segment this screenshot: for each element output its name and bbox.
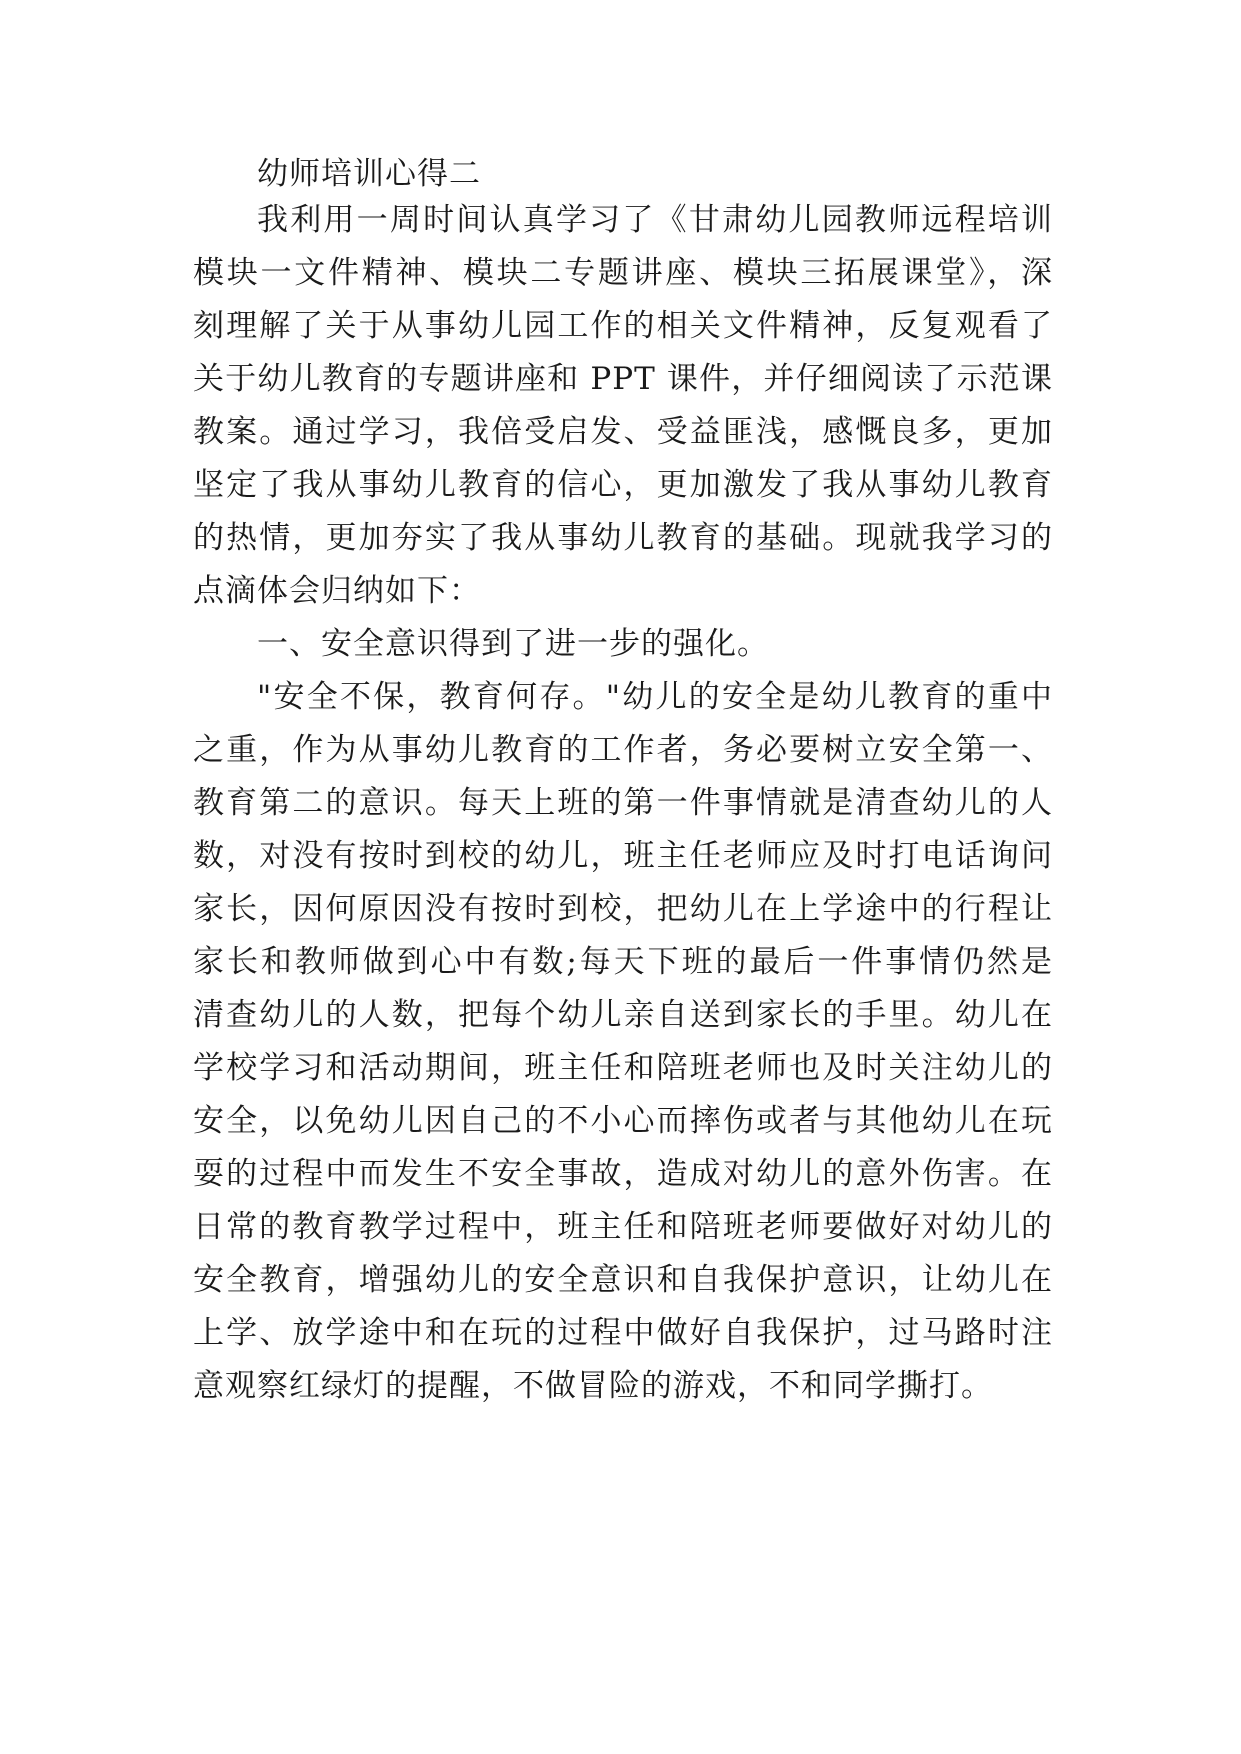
paragraph-2-line: 意观察红绿灯的提醒，不做冒险的游戏，不和同学撕打。 [193,1368,993,1404]
paragraph-2-line: 耍的过程中而发生不安全事故，造成对幼儿的意外伤害。在 [193,1156,1053,1192]
section-heading: 一、安全意识得到了进一步的强化。 [257,626,769,662]
paragraph-1-line: 关于幼儿教育的专题讲座和 PPT 课件，并仔细阅读了示范课 [193,361,1053,397]
paragraph-2-line: 日常的教育教学过程中，班主任和陪班老师要做好对幼儿的 [193,1209,1053,1245]
paragraph-2-line: 安全，以免幼儿因自己的不小心而摔伤或者与其他幼儿在玩 [193,1103,1053,1139]
paragraph-1-line: 模块一文件精神、模块二专题讲座、模块三拓展课堂》，深 [193,255,1053,291]
paragraph-1-line: 点滴体会归纳如下： [193,573,481,609]
paragraph-2-line: 教育第二的意识。每天上班的第一件事情就是清查幼儿的人 [193,785,1053,821]
paragraph-2-line: 安全教育，增强幼儿的安全意识和自我保护意识，让幼儿在 [193,1262,1053,1298]
paragraph-2-line: 上学、放学途中和在玩的过程中做好自我保护，过马路时注 [193,1315,1053,1351]
paragraph-2-line: 家长，因何原因没有按时到校，把幼儿在上学途中的行程让 [193,891,1053,927]
paragraph-2-line: 之重，作为从事幼儿教育的工作者，务必要树立安全第一、 [193,732,1053,768]
paragraph-1-line: 我利用一周时间认真学习了《甘肃幼儿园教师远程培训 [257,202,1053,238]
paragraph-1-line: 坚定了我从事幼儿教育的信心，更加激发了我从事幼儿教育 [193,467,1053,503]
paragraph-2-line: 学校学习和活动期间，班主任和陪班老师也及时关注幼儿的 [193,1050,1053,1086]
paragraph-1-line: 刻理解了关于从事幼儿园工作的相关文件精神，反复观看了 [193,308,1053,344]
paragraph-2-line: 家长和教师做到心中有数;每天下班的最后一件事情仍然是 [193,944,1053,980]
paragraph-1-line: 教案。通过学习，我倍受启发、受益匪浅，感慨良多，更加 [193,414,1053,450]
document-title: 幼师培训心得二 [257,156,481,192]
paragraph-1-line: 的热情，更加夯实了我从事幼儿教育的基础。现就我学习的 [193,520,1053,556]
paragraph-2-line: 数，对没有按时到校的幼儿，班主任老师应及时打电话询问 [193,838,1053,874]
paragraph-2-line: 清查幼儿的人数，把每个幼儿亲自送到家长的手里。幼儿在 [193,997,1053,1033]
paragraph-2-line: "安全不保，教育何存。"幼儿的安全是幼儿教育的重中 [257,679,1053,715]
